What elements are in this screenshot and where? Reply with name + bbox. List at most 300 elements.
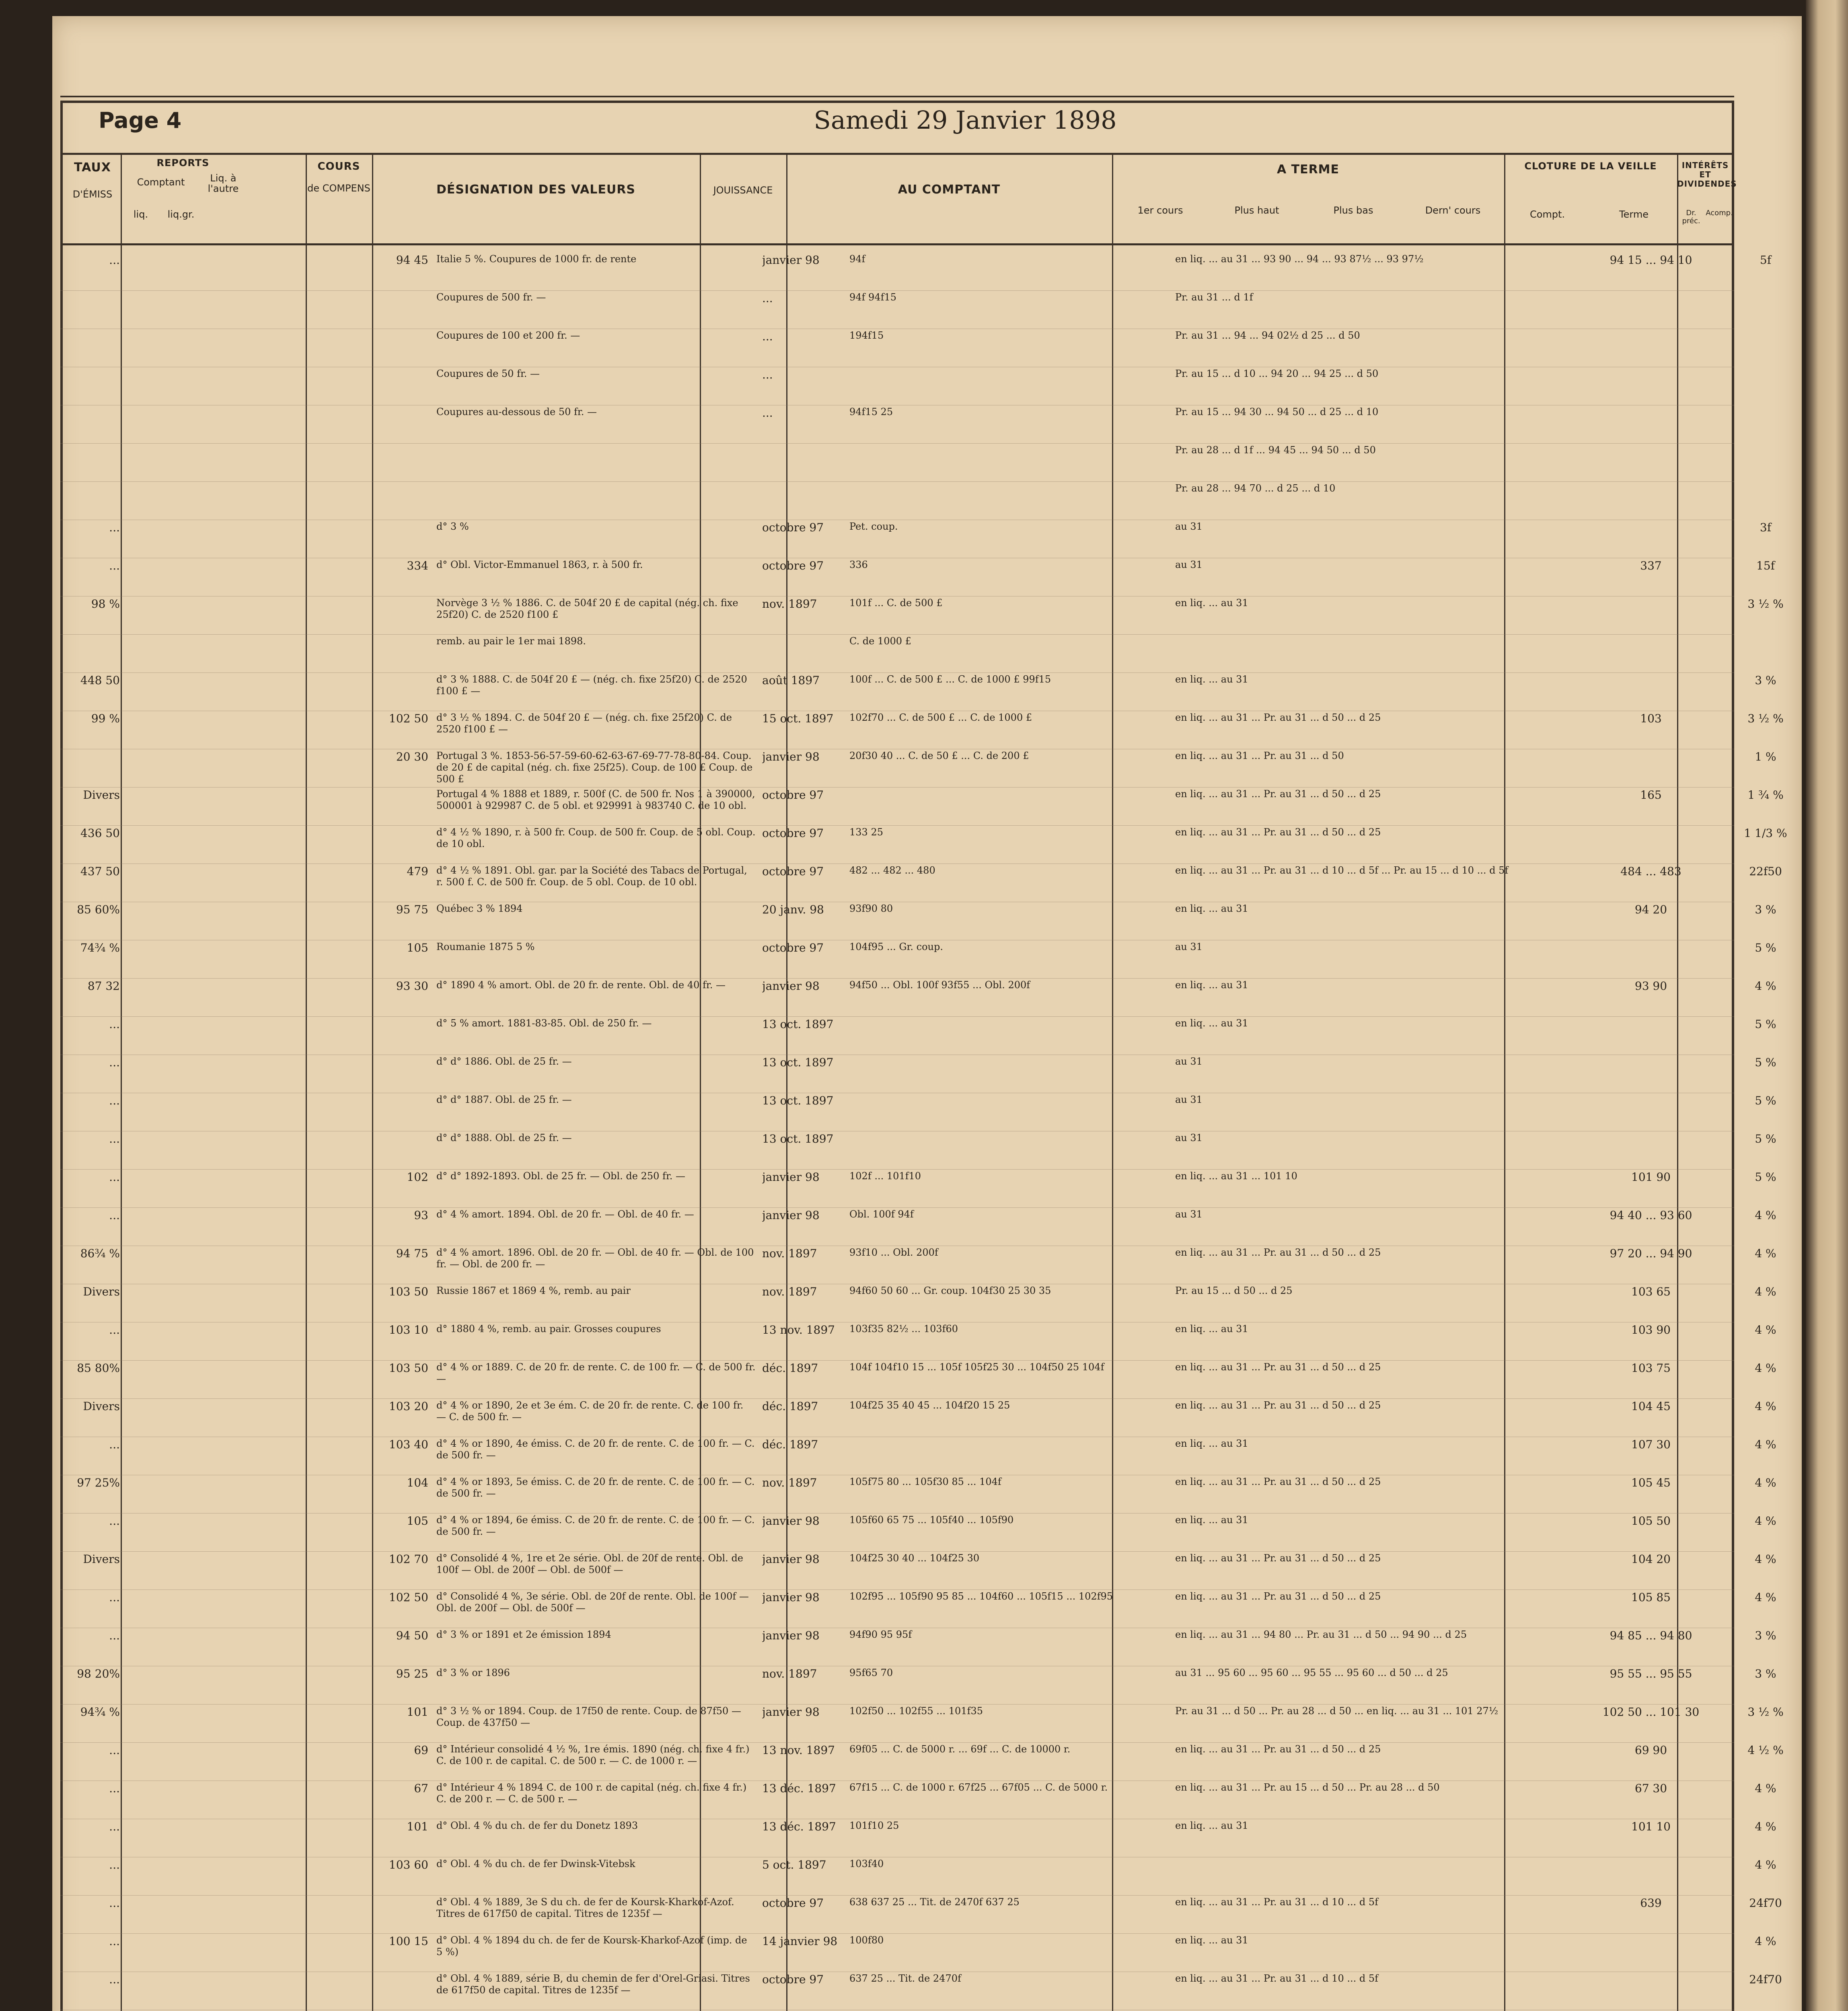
jouissance-cell: nov. 1897 bbox=[762, 597, 817, 611]
cloture-cell: 94 85 ... 94 80 bbox=[1610, 1629, 1692, 1642]
taux-cell: 97 25% bbox=[77, 1476, 120, 1489]
table-row bbox=[60, 865, 1782, 903]
row-separator bbox=[60, 290, 1734, 291]
designation-cell: d° 4 % or 1894, 6e émiss. C. de 20 fr. de rente. C. de 100 fr. — C. de 500 fr. — bbox=[436, 1514, 755, 1537]
designation-cell: d° 1880 4 %, remb. au pair. Grosses coupures bbox=[436, 1323, 661, 1334]
adjacent-page-edge bbox=[1806, 0, 1848, 2011]
cours-cell: 93 30 bbox=[396, 979, 428, 993]
cloture-cell: 94 20 bbox=[1634, 903, 1667, 916]
terme-cell: en liq. ... au 31 ... Pr. au 15 ... d 50 ... Pr. au 28 ... d 50 bbox=[1175, 1782, 1440, 1793]
designation-cell: d° 1890 4 % amort. Obl. de 20 fr. de rente. Obl. de 40 fr. — bbox=[436, 979, 726, 991]
comptant-cell: 94f 94f15 bbox=[849, 292, 897, 303]
terme-cell: en liq. ... au 31 bbox=[1175, 903, 1248, 914]
cours-cell: 105 bbox=[407, 941, 428, 954]
cours-cell: 102 bbox=[407, 1170, 428, 1184]
jouissance-cell: 13 oct. 1897 bbox=[762, 1094, 834, 1107]
taux-cell: ... bbox=[109, 1591, 120, 1604]
jouissance-cell: 13 nov. 1897 bbox=[762, 1323, 835, 1337]
table-row bbox=[60, 368, 1734, 406]
designation-cell: Italie 5 %. Coupures de 1000 fr. de rente bbox=[436, 253, 637, 265]
jouissance-cell: 13 oct. 1897 bbox=[762, 1132, 834, 1145]
row-separator bbox=[60, 1742, 1734, 1743]
terme-cell: au 31 bbox=[1175, 521, 1203, 532]
cours-cell: 103 40 bbox=[389, 1438, 428, 1451]
cours-cell: 93 bbox=[414, 1209, 428, 1222]
interets-cell: 3 ½ % bbox=[1747, 597, 1784, 611]
cloture-cell: 105 45 bbox=[1631, 1476, 1671, 1489]
interets-cell: 5 % bbox=[1755, 941, 1776, 954]
interets-cell: 3 ½ % bbox=[1747, 712, 1784, 725]
row-separator bbox=[60, 1207, 1734, 1208]
terme-cell: en liq. ... au 31 bbox=[1175, 1514, 1248, 1526]
cloture-cell: 484 ... 483 bbox=[1620, 865, 1681, 878]
taux-cell: ... bbox=[109, 1973, 120, 1986]
row-separator bbox=[60, 1704, 1734, 1705]
taux-cell: 437 50 bbox=[80, 865, 120, 878]
comptant-cell: 67f15 ... C. de 1000 r. 67f25 ... 67f05 ... C. de 5000 r. bbox=[849, 1782, 1108, 1793]
taux-cell: 448 50 bbox=[80, 674, 120, 687]
taux-cell: Divers bbox=[83, 1285, 120, 1298]
terme-cell: en liq. ... au 31 ... 101 10 bbox=[1175, 1170, 1297, 1182]
jouissance-cell: octobre 97 bbox=[762, 1973, 824, 1986]
taux-cell: 85 80% bbox=[77, 1361, 120, 1375]
jouissance-cell: janvier 98 bbox=[762, 1514, 820, 1528]
terme-cell: en liq. ... au 31 bbox=[1175, 597, 1248, 609]
table-row bbox=[60, 1667, 1776, 1705]
interets-cell: 5 % bbox=[1755, 1094, 1776, 1107]
cours-cell: 20 30 bbox=[396, 750, 428, 763]
table-row bbox=[60, 1782, 1776, 1820]
taux-cell: 74¾ % bbox=[80, 941, 120, 954]
table-row bbox=[60, 903, 1776, 941]
cloture-cell: 94 40 ... 93 60 bbox=[1610, 1209, 1692, 1222]
terme-cell: en liq. ... au 31 bbox=[1175, 979, 1248, 991]
row-separator bbox=[60, 1895, 1734, 1896]
comptant-cell: 100f ... C. de 500 £ ... C. de 1000 £ 99f15 bbox=[849, 674, 1051, 685]
header-plus-bas: Plus bas bbox=[1333, 205, 1373, 216]
taux-cell: ... bbox=[109, 1896, 120, 1910]
jouissance-cell: octobre 97 bbox=[762, 521, 824, 534]
interets-cell: 4 % bbox=[1755, 1552, 1776, 1566]
comptant-cell: 103f40 bbox=[849, 1858, 884, 1869]
header-compt: Compt. bbox=[1529, 209, 1565, 220]
taux-cell: ... bbox=[109, 1209, 120, 1222]
terme-cell: en liq. ... au 31 bbox=[1175, 1438, 1248, 1449]
taux-cell: ... bbox=[109, 1858, 120, 1871]
interets-cell: 5 % bbox=[1755, 1170, 1776, 1184]
taux-cell: ... bbox=[109, 521, 120, 534]
cours-cell: 94 50 bbox=[396, 1629, 428, 1642]
comptant-cell: 104f95 ... Gr. coup. bbox=[849, 941, 943, 952]
row-separator bbox=[60, 481, 1734, 482]
row-separator bbox=[60, 443, 1734, 444]
interets-cell: 24f70 bbox=[1749, 1896, 1782, 1910]
row-separator bbox=[60, 1169, 1734, 1170]
comptant-cell: 104f25 35 40 45 ... 104f20 15 25 bbox=[849, 1400, 1010, 1411]
terme-cell: Pr. au 31 ... d 1f bbox=[1175, 292, 1253, 303]
cloture-cell: 103 90 bbox=[1631, 1323, 1671, 1337]
header-acomp: Acomp. bbox=[1706, 209, 1733, 217]
cloture-cell: 101 10 bbox=[1631, 1820, 1671, 1833]
taux-cell: ... bbox=[109, 1782, 120, 1795]
row-separator bbox=[60, 1398, 1734, 1399]
cloture-cell: 104 45 bbox=[1631, 1400, 1671, 1413]
cloture-cell: 97 20 ... 94 90 bbox=[1610, 1247, 1692, 1260]
table-row bbox=[60, 521, 1772, 559]
designation-cell: Portugal 4 % 1888 et 1889, r. 500f (C. de 500 fr. Nos 1 à 390000, 500001 à 929987 C. de 5 obl. et 929991 à 983740 C. de 10 obl. bbox=[436, 788, 755, 811]
cloture-cell: 93 90 bbox=[1634, 979, 1667, 993]
table-row bbox=[60, 1935, 1776, 1973]
designation-cell: d° Consolidé 4 %, 3e série. Obl. de 20f de rente. Obl. de 100f — Obl. de 200f — Obl. de 500f — bbox=[436, 1591, 749, 1614]
table-row bbox=[60, 827, 1787, 865]
designation-cell: d° 3 % or 1896 bbox=[436, 1667, 510, 1678]
cloture-cell: 105 50 bbox=[1631, 1514, 1671, 1528]
jouissance-cell: ... bbox=[762, 330, 773, 343]
terme-cell: en liq. ... au 31 ... Pr. au 31 ... d 50 ... d 25 bbox=[1175, 1476, 1381, 1487]
terme-cell: en liq. ... au 31 ... Pr. au 31 ... d 50 ... d 25 bbox=[1175, 712, 1381, 723]
designation-cell: d° 4 % or 1890, 2e et 3e ém. C. de 20 fr. de rente. C. de 100 fr. — C. de 500 fr. — bbox=[436, 1400, 744, 1423]
row-separator bbox=[60, 672, 1734, 673]
comptant-cell: 94f bbox=[849, 253, 865, 265]
interets-cell: 3 % bbox=[1755, 903, 1776, 916]
terme-cell: en liq. ... au 31 ... Pr. au 31 ... d 10 ... d 5f bbox=[1175, 1896, 1378, 1908]
table-row bbox=[60, 1973, 1782, 2011]
comptant-cell: 336 bbox=[849, 559, 868, 570]
interets-cell: 4 % bbox=[1755, 1361, 1776, 1375]
taux-cell: 85 60% bbox=[77, 903, 120, 916]
jouissance-cell: 13 oct. 1897 bbox=[762, 1018, 834, 1031]
comptant-cell: 94f90 95 95f bbox=[849, 1629, 912, 1640]
cloture-cell: 95 55 ... 95 55 bbox=[1610, 1667, 1692, 1680]
designation-cell: d° Intérieur consolidé 4 ½ %, 1re émis. 1890 (nég. ch. fixe 4 fr.) C. de 100 r. de capital. C. de 500 r. — C. de 1000 r. — bbox=[436, 1744, 750, 1766]
cloture-cell: 107 30 bbox=[1631, 1438, 1671, 1451]
cloture-cell: 67 30 bbox=[1634, 1782, 1667, 1795]
table-row bbox=[60, 406, 1734, 444]
designation-cell: d° 4 ½ % 1890, r. à 500 fr. Coup. de 500 fr. Coup. de 5 obl. Coup. de 10 obl. bbox=[436, 827, 756, 849]
comptant-cell: 637 25 ... Tit. de 2470f bbox=[849, 1973, 961, 1984]
terme-cell: Pr. au 15 ... d 10 ... 94 20 ... 94 25 ... d 50 bbox=[1175, 368, 1379, 379]
jouissance-cell: janvier 98 bbox=[762, 253, 820, 267]
terme-cell: Pr. au 31 ... 94 ... 94 02½ d 25 ... d 50 bbox=[1175, 330, 1360, 341]
table-row bbox=[60, 1744, 1784, 1782]
table-row bbox=[60, 444, 1734, 483]
designation-cell: Coupures de 50 fr. — bbox=[436, 368, 540, 379]
table-row bbox=[60, 1896, 1782, 1935]
taux-cell: 87 32 bbox=[87, 979, 120, 993]
cours-cell: 104 bbox=[407, 1476, 428, 1489]
designation-cell: Norvège 3 ½ % 1886. C. de 504f 20 £ de capital (nég. ch. fixe 25f20) C. de 2520 f100 £ bbox=[436, 597, 738, 620]
comptant-cell: 101f10 25 bbox=[849, 1820, 899, 1831]
interets-cell: 5 % bbox=[1755, 1056, 1776, 1069]
cours-cell: 102 70 bbox=[389, 1552, 428, 1566]
comptant-cell: 69f05 ... C. de 5000 r. ... 69f ... C. de 10000 r. bbox=[849, 1744, 1071, 1755]
terme-cell: en liq. ... au 31 bbox=[1175, 674, 1248, 685]
terme-cell: Pr. au 31 ... d 50 ... Pr. au 28 ... d 50 ... en liq. ... au 31 ... 101 27½ bbox=[1175, 1705, 1499, 1717]
terme-cell: Pr. au 28 ... 94 70 ... d 25 ... d 10 bbox=[1175, 483, 1336, 494]
jouissance-cell: octobre 97 bbox=[762, 559, 824, 572]
cours-cell: 105 bbox=[407, 1514, 428, 1528]
taux-cell: Divers bbox=[83, 1552, 120, 1566]
header-cours-sub: de COMPENS bbox=[307, 183, 370, 194]
header-comptant-sub: Comptant bbox=[137, 177, 185, 188]
terme-cell: en liq. ... au 31 ... Pr. au 31 ... d 50 bbox=[1175, 750, 1344, 761]
cours-cell: 103 60 bbox=[389, 1858, 428, 1871]
cloture-cell: 101 90 bbox=[1631, 1170, 1671, 1184]
table-row bbox=[60, 1476, 1776, 1514]
designation-cell: Coupures de 100 et 200 fr. — bbox=[436, 330, 580, 341]
cloture-cell: 69 90 bbox=[1634, 1744, 1667, 1757]
taux-cell: ... bbox=[109, 1056, 120, 1069]
taux-cell: ... bbox=[109, 1438, 120, 1451]
interets-cell: 4 % bbox=[1755, 1476, 1776, 1489]
jouissance-cell: déc. 1897 bbox=[762, 1400, 818, 1413]
table-row bbox=[60, 483, 1734, 521]
terme-cell: au 31 bbox=[1175, 1132, 1203, 1143]
table-row bbox=[60, 597, 1784, 635]
designation-cell: d° Obl. 4 % du ch. de fer du Donetz 1893 bbox=[436, 1820, 638, 1831]
cloture-cell: 337 bbox=[1640, 559, 1662, 572]
table-row bbox=[60, 1820, 1776, 1858]
cloture-cell: 103 75 bbox=[1631, 1361, 1671, 1375]
row-separator bbox=[60, 787, 1734, 788]
header-interets: INTÉRÊTS ET DIVIDENDES bbox=[1677, 160, 1737, 189]
terme-cell: en liq. ... au 31 ... Pr. au 31 ... d 50 ... d 25 bbox=[1175, 1361, 1381, 1373]
taux-cell: Divers bbox=[83, 1400, 120, 1413]
interets-cell: 4 % bbox=[1755, 1820, 1776, 1833]
table-row bbox=[60, 1323, 1776, 1361]
designation-cell: d° d° 1892-1893. Obl. de 25 fr. — Obl. de 250 fr. — bbox=[436, 1170, 686, 1182]
row-separator bbox=[60, 1933, 1734, 1934]
taux-cell: 98 20% bbox=[77, 1667, 120, 1680]
comptant-cell: 100f80 bbox=[849, 1935, 884, 1946]
designation-cell: d° 3 ½ % or 1894. Coup. de 17f50 de rente. Coup. de 87f50 — Coup. de 437f50 — bbox=[436, 1705, 741, 1728]
taux-cell: ... bbox=[109, 1629, 120, 1642]
terme-cell: au 31 bbox=[1175, 1056, 1203, 1067]
terme-cell: en liq. ... au 31 ... Pr. au 31 ... d 50 ... d 25 bbox=[1175, 1591, 1381, 1602]
taux-cell: ... bbox=[109, 1170, 120, 1184]
designation-cell: Portugal 3 %. 1853-56-57-59-60-62-63-67-69-77-78-80-84. Coup. de 20 £ de capital (nég. ch. fixe 25f25). Coup. de 100 £ Coup. de 500 £ bbox=[436, 750, 753, 785]
jouissance-cell: janvier 98 bbox=[762, 979, 820, 993]
terme-cell: au 31 bbox=[1175, 1209, 1203, 1220]
interets-cell: 5 % bbox=[1755, 1132, 1776, 1145]
comptant-cell: 105f75 80 ... 105f30 85 ... 104f bbox=[849, 1476, 1001, 1487]
interets-cell: 22f50 bbox=[1749, 865, 1782, 878]
table-row bbox=[60, 635, 1734, 674]
comptant-cell: 103f35 82½ ... 103f60 bbox=[849, 1323, 958, 1334]
cours-cell: 101 bbox=[407, 1820, 428, 1833]
designation-cell: d° Obl. 4 % 1894 du ch. de fer de Koursk-Kharkof-Azof (imp. de 5 %) bbox=[436, 1935, 747, 1958]
jouissance-cell: octobre 97 bbox=[762, 1896, 824, 1910]
terme-cell: en liq. ... au 31 ... Pr. au 31 ... d 50 ... d 25 bbox=[1175, 1400, 1381, 1411]
row-separator bbox=[60, 1551, 1734, 1552]
interets-cell: 5f bbox=[1760, 253, 1772, 267]
jouissance-cell: octobre 97 bbox=[762, 788, 824, 802]
cloture-cell: 103 bbox=[1640, 712, 1662, 725]
cours-cell: 103 10 bbox=[389, 1323, 428, 1337]
terme-cell: en liq. ... au 31 ... Pr. au 31 ... d 10 ... d 5f ... Pr. au 15 ... d 10 ... d 5f bbox=[1175, 865, 1509, 876]
comptant-cell: 102f ... 101f10 bbox=[849, 1170, 921, 1182]
jouissance-cell: déc. 1897 bbox=[762, 1361, 818, 1375]
cours-cell: 102 50 bbox=[389, 712, 428, 725]
designation-cell: d° Obl. Victor-Emmanuel 1863, r. à 500 fr. bbox=[436, 559, 643, 570]
interets-cell: 4 % bbox=[1755, 979, 1776, 993]
comptant-cell: Pet. coup. bbox=[849, 521, 898, 532]
table-row bbox=[60, 1247, 1776, 1285]
jouissance-cell: janvier 98 bbox=[762, 1552, 820, 1566]
cloture-cell: 104 20 bbox=[1631, 1552, 1671, 1566]
comptant-cell: 93f90 80 bbox=[849, 903, 893, 914]
designation-cell: d° Intérieur 4 % 1894 C. de 100 r. de capital (nég. ch. fixe 4 fr.) C. de 200 r. — C. de 500 r. — bbox=[436, 1782, 747, 1805]
taux-cell: 94¾ % bbox=[80, 1705, 120, 1719]
cours-cell: 103 20 bbox=[389, 1400, 428, 1413]
jouissance-cell: 15 oct. 1897 bbox=[762, 712, 834, 725]
interets-cell: 4 % bbox=[1755, 1438, 1776, 1451]
table-row bbox=[60, 1132, 1776, 1170]
header-der-prec: Dr. préc. bbox=[1682, 209, 1700, 225]
cours-cell: 69 bbox=[414, 1744, 428, 1757]
interets-cell: 5 % bbox=[1755, 1018, 1776, 1031]
designation-cell: d° 3 % or 1891 et 2e émission 1894 bbox=[436, 1629, 611, 1640]
designation-cell: d° 4 % amort. 1894. Obl. de 20 fr. — Obl. de 40 fr. — bbox=[436, 1209, 694, 1220]
designation-cell: d° 3 % bbox=[436, 521, 469, 532]
interets-cell: 1 % bbox=[1755, 750, 1776, 763]
interets-cell: 4 % bbox=[1755, 1514, 1776, 1528]
terme-cell: en liq. ... au 31 bbox=[1175, 1018, 1248, 1029]
jouissance-cell: nov. 1897 bbox=[762, 1285, 817, 1298]
designation-cell: d° 4 ½ % 1891. Obl. gar. par la Société des Tabacs de Portugal, r. 500 f. C. de 500 fr. Coup. de 5 obl. Coup. de 10 obl. bbox=[436, 865, 747, 888]
header-liq: liq. bbox=[133, 209, 148, 220]
designation-cell: d° d° 1887. Obl. de 25 fr. — bbox=[436, 1094, 572, 1105]
table-row bbox=[60, 1400, 1776, 1438]
terme-cell: au 31 ... 95 60 ... 95 60 ... 95 55 ... 95 60 ... d 50 ... d 25 bbox=[1175, 1667, 1448, 1678]
designation-cell: d° Consolidé 4 %, 1re et 2e série. Obl. de 20f de rente. Obl. de 100f — Obl. de 200f — Obl. de 500f — bbox=[436, 1552, 744, 1575]
designation-cell: d° 3 ½ % 1894. C. de 504f 20 £ — (nég. ch. fixe 25f20) C. de 2520 f100 £ — bbox=[436, 712, 732, 735]
header-cloture: CLOTURE DE LA VEILLE bbox=[1524, 160, 1657, 172]
terme-cell: Pr. au 28 ... d 1f ... 94 45 ... 94 50 ... d 50 bbox=[1175, 444, 1376, 456]
header-cours: COURS bbox=[317, 160, 360, 173]
comptant-cell: 94f50 ... Obl. 100f 93f55 ... Obl. 200f bbox=[849, 979, 1030, 991]
table-row bbox=[60, 712, 1784, 750]
comptant-cell: 102f70 ... C. de 500 £ ... C. de 1000 £ bbox=[849, 712, 1032, 723]
header-taux: TAUX bbox=[74, 160, 111, 175]
jouissance-cell: octobre 97 bbox=[762, 865, 824, 878]
interets-cell: 4 % bbox=[1755, 1247, 1776, 1260]
cours-cell: 479 bbox=[407, 865, 428, 878]
cloture-cell: 94 15 ... 94 10 bbox=[1610, 253, 1692, 267]
interets-cell: 3 ½ % bbox=[1747, 1705, 1784, 1719]
cours-cell: 334 bbox=[407, 559, 428, 572]
designation-cell: d° 4 % or 1890, 4e émiss. C. de 20 fr. de rente. C. de 100 fr. — C. de 500 fr. — bbox=[436, 1438, 755, 1461]
jouissance-cell: août 1897 bbox=[762, 674, 820, 687]
taux-cell: 98 % bbox=[91, 597, 120, 611]
cloture-cell: 102 50 ... 101 30 bbox=[1602, 1705, 1700, 1719]
comptant-cell: 105f60 65 75 ... 105f40 ... 105f90 bbox=[849, 1514, 1014, 1526]
header-a-terme: A TERME bbox=[1277, 162, 1340, 177]
cloture-cell: 103 65 bbox=[1631, 1285, 1671, 1298]
cours-cell: 103 50 bbox=[389, 1285, 428, 1298]
jouissance-cell: 13 nov. 1897 bbox=[762, 1744, 835, 1757]
comptant-cell: 102f50 ... 102f55 ... 101f35 bbox=[849, 1705, 983, 1717]
jouissance-cell: nov. 1897 bbox=[762, 1247, 817, 1260]
comptant-cell: Obl. 100f 94f bbox=[849, 1209, 914, 1220]
comptant-cell: 638 637 25 ... Tit. de 2470f 637 25 bbox=[849, 1896, 1020, 1908]
row-separator bbox=[60, 825, 1734, 826]
designation-cell: d° 5 % amort. 1881-83-85. Obl. de 250 fr. — bbox=[436, 1018, 652, 1029]
row-separator bbox=[60, 1360, 1734, 1361]
jouissance-cell: 20 janv. 98 bbox=[762, 903, 824, 916]
taux-cell: 436 50 bbox=[80, 827, 120, 840]
table-row bbox=[60, 1629, 1776, 1667]
designation-cell: d° Obl. 4 % du ch. de fer Dwinsk-Vitebsk bbox=[436, 1858, 635, 1869]
comptant-cell: 104f25 30 40 ... 104f25 30 bbox=[849, 1552, 980, 1564]
cours-cell: 100 15 bbox=[389, 1935, 428, 1948]
jouissance-cell: 5 oct. 1897 bbox=[762, 1858, 826, 1871]
interets-cell: 4 % bbox=[1755, 1285, 1776, 1298]
page-number: Page 4 bbox=[99, 108, 182, 133]
terme-cell: en liq. ... au 31 bbox=[1175, 1323, 1248, 1334]
table-row bbox=[60, 1209, 1776, 1247]
comptant-cell: 93f10 ... Obl. 200f bbox=[849, 1247, 938, 1258]
jouissance-cell: janvier 98 bbox=[762, 1629, 820, 1642]
header-reports: REPORTS bbox=[156, 157, 210, 169]
jouissance-cell: nov. 1897 bbox=[762, 1476, 817, 1489]
cloture-cell: 639 bbox=[1640, 1896, 1662, 1910]
jouissance-cell: janvier 98 bbox=[762, 1705, 820, 1719]
designation-cell: d° Obl. 4 % 1889, série B, du chemin de fer d'Orel-Griasi. Titres de 617f50 de capital. Titres de 1235f — bbox=[436, 1973, 750, 1996]
taux-cell: ... bbox=[109, 1820, 120, 1833]
taux-cell: ... bbox=[109, 1132, 120, 1145]
comptant-cell: 194f15 bbox=[849, 330, 884, 341]
interets-cell: 3 % bbox=[1755, 1667, 1776, 1680]
interets-cell: 15f bbox=[1756, 559, 1775, 572]
terme-cell: en liq. ... au 31 ... Pr. au 31 ... d 10 ... d 5f bbox=[1175, 1973, 1378, 1984]
designation-cell: d° d° 1888. Obl. de 25 fr. — bbox=[436, 1132, 572, 1143]
jouissance-cell: 13 déc. 1897 bbox=[762, 1820, 836, 1833]
table-row bbox=[60, 1018, 1776, 1056]
comptant-cell: 482 ... 482 ... 480 bbox=[849, 865, 935, 876]
cours-cell: 101 bbox=[407, 1705, 428, 1719]
jouissance-cell: janvier 98 bbox=[762, 1209, 820, 1222]
terme-cell: au 31 bbox=[1175, 941, 1203, 952]
terme-cell: en liq. ... au 31 ... Pr. au 31 ... d 50 ... d 25 bbox=[1175, 827, 1381, 838]
designation-cell: d° 4 % amort. 1896. Obl. de 20 fr. — Obl. de 40 fr. — Obl. de 100 fr. — Obl. de 200 fr. — bbox=[436, 1247, 754, 1270]
comptant-cell: 101f ... C. de 500 £ bbox=[849, 597, 943, 609]
cours-cell: 94 45 bbox=[396, 253, 428, 267]
taux-cell: ... bbox=[109, 559, 120, 572]
header-designation: DÉSIGNATION DES VALEURS bbox=[436, 183, 635, 197]
interets-cell: 3 % bbox=[1755, 1629, 1776, 1642]
terme-cell: en liq. ... au 31 bbox=[1175, 1935, 1248, 1946]
cours-cell: 102 50 bbox=[389, 1591, 428, 1604]
taux-cell: ... bbox=[109, 1744, 120, 1757]
table-row bbox=[60, 1056, 1776, 1094]
header-1er-cours: 1er cours bbox=[1137, 205, 1183, 216]
header-liq-lautre: Liq. à l'autre bbox=[208, 173, 239, 195]
interets-cell: 4 % bbox=[1755, 1209, 1776, 1222]
terme-cell: Pr. au 15 ... d 50 ... d 25 bbox=[1175, 1285, 1293, 1296]
taux-cell: ... bbox=[109, 1935, 120, 1948]
row-separator bbox=[60, 1016, 1734, 1017]
comptant-cell: C. de 1000 £ bbox=[849, 635, 911, 647]
table-row bbox=[60, 674, 1776, 712]
interets-cell: 1 1/3 % bbox=[1744, 827, 1787, 840]
table-row bbox=[60, 750, 1776, 788]
table-row bbox=[60, 1438, 1776, 1476]
terme-cell: en liq. ... au 31 ... Pr. au 31 ... d 50 ... d 25 bbox=[1175, 1247, 1381, 1258]
taux-cell: ... bbox=[109, 1018, 120, 1031]
jouissance-cell: octobre 97 bbox=[762, 827, 824, 840]
cours-cell: 94 75 bbox=[396, 1247, 428, 1260]
